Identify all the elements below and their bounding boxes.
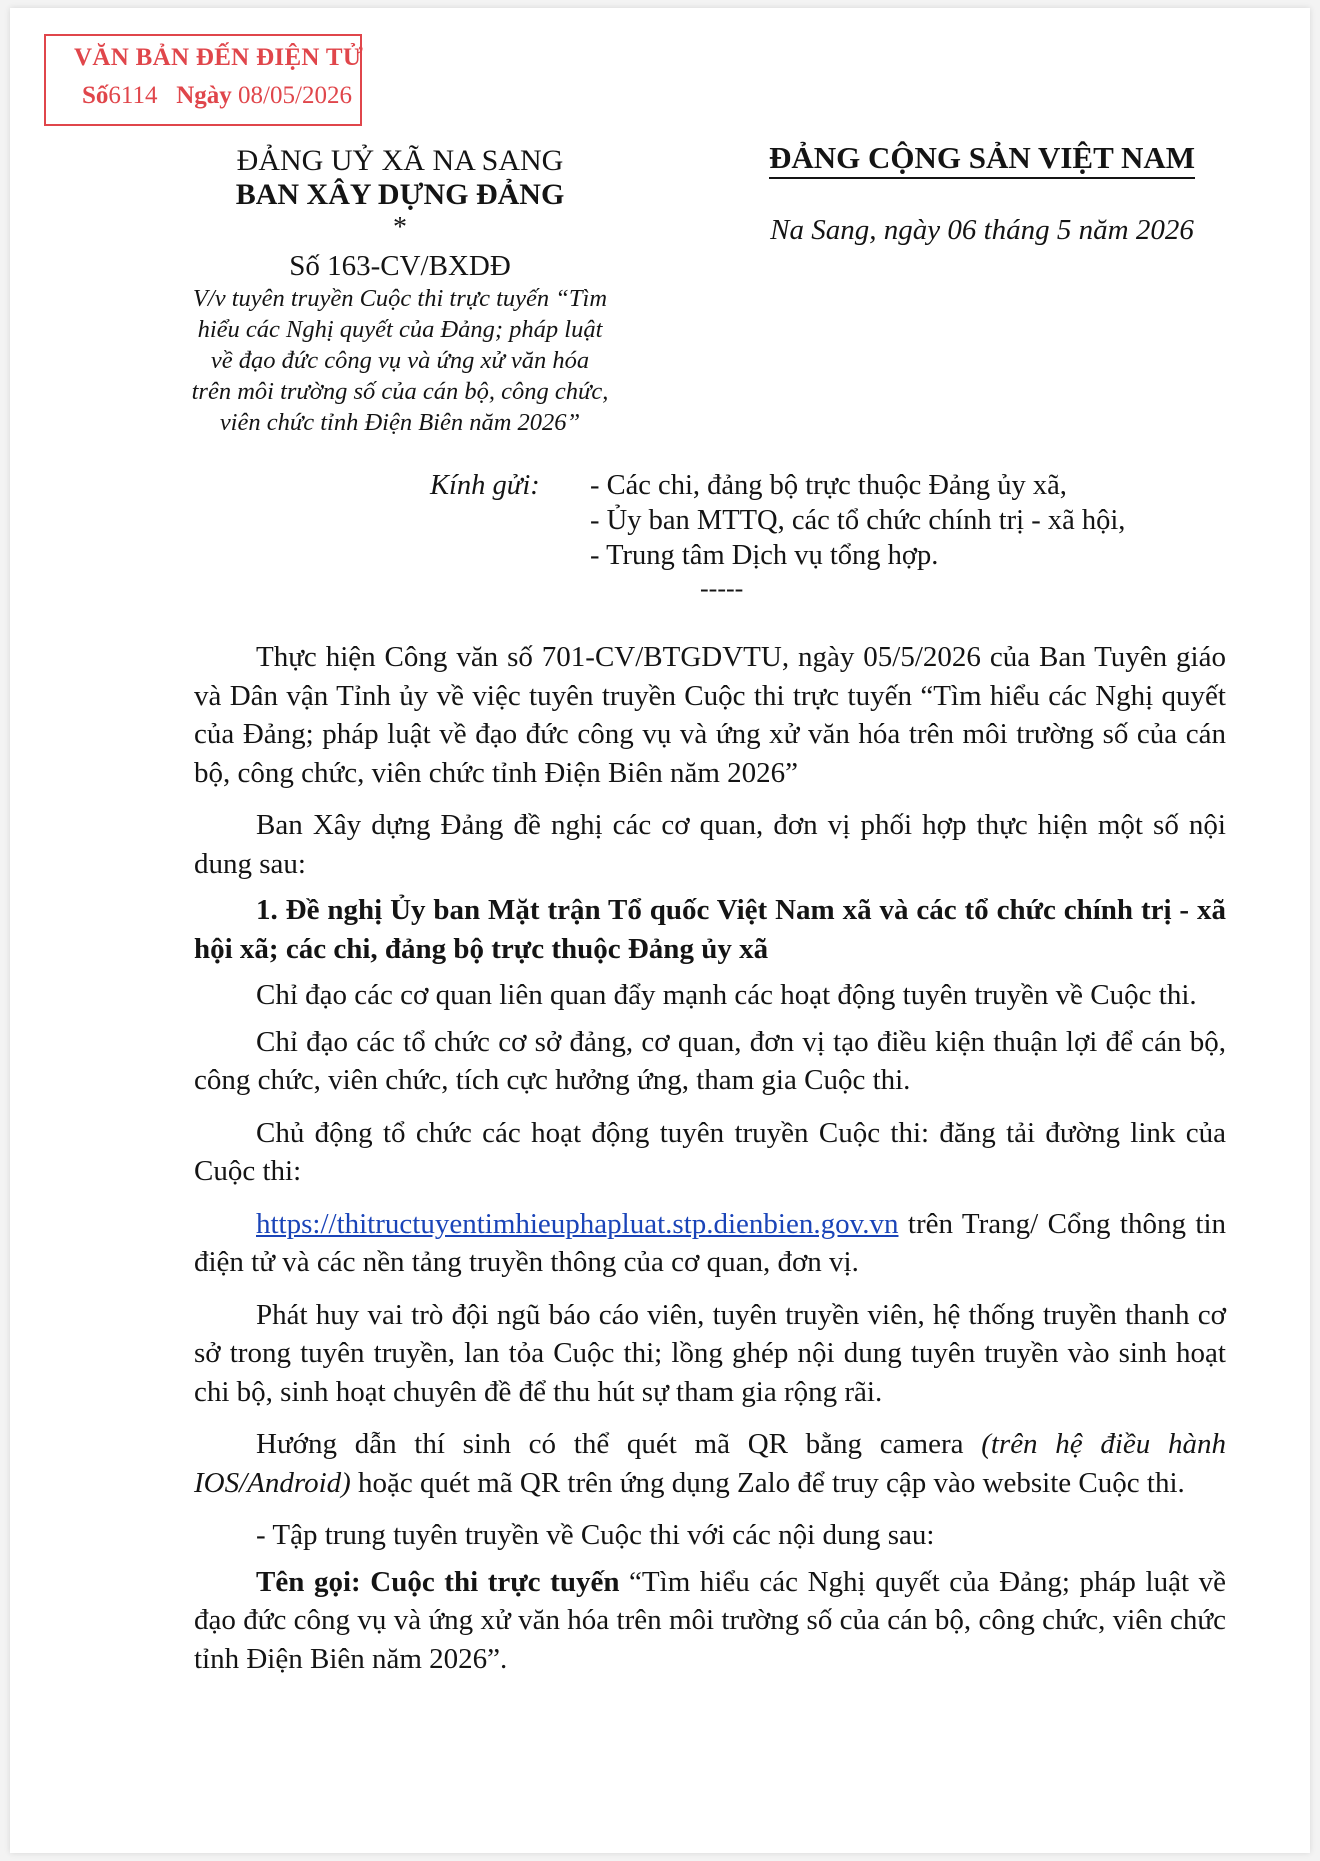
stamp-ngay-label: Ngày [176, 82, 232, 109]
document-subject: V/v tuyên truyền Cuộc thi trực tuyến “Tìm hiểu các Nghị quyết của Đảng; pháp luật về đạo đức công vụ và ứng xử văn hóa trên môi trường số của cán bộ, công chức, viên chức tỉnh Điện Biên năm 2026” [191, 285, 609, 436]
paragraph: Chỉ đạo các tổ chức cơ sở đảng, cơ quan, đơn vị tạo điều kiện thuận lợi để cán bộ, công chức, viên chức, tích cực hưởng ứng, tham gia Cuộc thi. [194, 1025, 1226, 1096]
paragraph: Chủ động tổ chức các hoạt động tuyên truyền Cuộc thi: đăng tải đường link của Cuộc thi: [194, 1116, 1226, 1187]
contest-name-text: “Tìm hiểu các Nghị quyết của Đảng; pháp luật về đạo đức công vụ và ứng xử văn hóa trên môi trường số của cán bộ, công chức, viên chức tỉnh Điện Biên năm 2026”. [194, 1565, 1226, 1675]
party-name [730, 140, 1234, 176]
paragraph [194, 1425, 1226, 1502]
paragraph [194, 1563, 1226, 1679]
separator: ----- [700, 574, 744, 603]
document-number: Số 163-CV/BXDĐ [289, 250, 511, 282]
stamp-so-value: 6114 [108, 82, 158, 109]
paragraph: Ban Xây dựng Đảng đề nghị các cơ quan, đơn vị phối hợp thực hiện một số nội dung sau: [194, 809, 1226, 880]
stamp-ngay-value: 08/05/2026 [238, 82, 352, 109]
stamp-so-label: Số [82, 82, 109, 109]
contest-name-label: Tên gọi: Cuộc thi trực tuyến [256, 1565, 620, 1598]
party-name-text: ĐẢNG CỘNG SẢN VIỆT NAM [769, 140, 1195, 179]
recipient-item: - Ủy ban MTTQ, các tổ chức chính trị - xã hội, [590, 505, 1126, 536]
qr-instruction-italic: (trên hệ điều hành IOS/Android) [194, 1428, 1226, 1499]
document-page [10, 8, 1310, 1853]
qr-instruction-start: Hướng dẫn thí sinh có thể quét mã QR bằng camera [256, 1428, 982, 1460]
org-star: * [393, 212, 407, 243]
stamp-title: VĂN BẢN ĐẾN ĐIỆN TỬ [74, 44, 364, 71]
recipient-item: - Trung tâm Dịch vụ tổng hợp. [590, 540, 939, 571]
org-line-1: ĐẢNG UỶ XÃ NA SANG [236, 144, 564, 177]
org-line-2: BAN XÂY DỰNG ĐẢNG [235, 178, 565, 211]
paragraph: Thực hiện Công văn số 701-CV/BTGDVTU, ngày 05/5/2026 của Ban Tuyên giáo và Dân vận Tỉnh ủy về việc tuyên truyền Cuộc thi trực tuyến “Tìm hiểu các Nghị quyết của Đảng; pháp luật về đạo đức công vụ và ứng xử văn hóa trên môi trường số của cán bộ, công chức, viên chức tỉnh Điện Biên năm 2026” [194, 641, 1226, 789]
paragraph-with-link [194, 1205, 1226, 1282]
stamp-number-date [82, 82, 352, 110]
paragraph: - Tập trung tuyên truyền về Cuộc thi với các nội dung sau: [256, 1519, 935, 1551]
paragraph: Chỉ đạo các cơ quan liên quan đẩy mạnh các hoạt động tuyên truyền về Cuộc thi. [256, 979, 1197, 1011]
recipients-label: Kính gửi: [430, 470, 540, 501]
qr-instruction-end: hoặc quét mã QR trên ứng dụng Zalo để truy cập vào website Cuộc thi. [350, 1466, 1185, 1499]
contest-website-link[interactable]: https://thitructuyentimhieuphapluat.stp.dienbien.gov.vn [256, 1207, 899, 1240]
place-date: Na Sang, ngày 06 tháng 5 năm 2026 [770, 214, 1194, 246]
document-body [194, 638, 1226, 1692]
section-heading: 1. Đề nghị Ủy ban Mặt trận Tổ quốc Việt Nam xã và các tổ chức chính trị - xã hội xã; các chi, đảng bộ trực thuộc Đảng ủy xã [194, 894, 1226, 965]
link-trailing-text: trên Trang/ Cổng thông tin điện tử và các nền tảng truyền thông của cơ quan, đơn vị. [194, 1207, 1226, 1278]
recipient-item: - Các chi, đảng bộ trực thuộc Đảng ủy xã, [590, 470, 1067, 501]
paragraph: Phát huy vai trò đội ngũ báo cáo viên, tuyên truyền viên, hệ thống truyền thanh cơ sở trong tuyên truyền, lan tỏa Cuộc thi; lồng ghép nội dung tuyên truyền vào sinh hoạt chi bộ, sinh hoạt chuyên đề để thu hút sự tham gia rộng rãi. [194, 1298, 1226, 1408]
incoming-document-stamp [44, 34, 362, 126]
